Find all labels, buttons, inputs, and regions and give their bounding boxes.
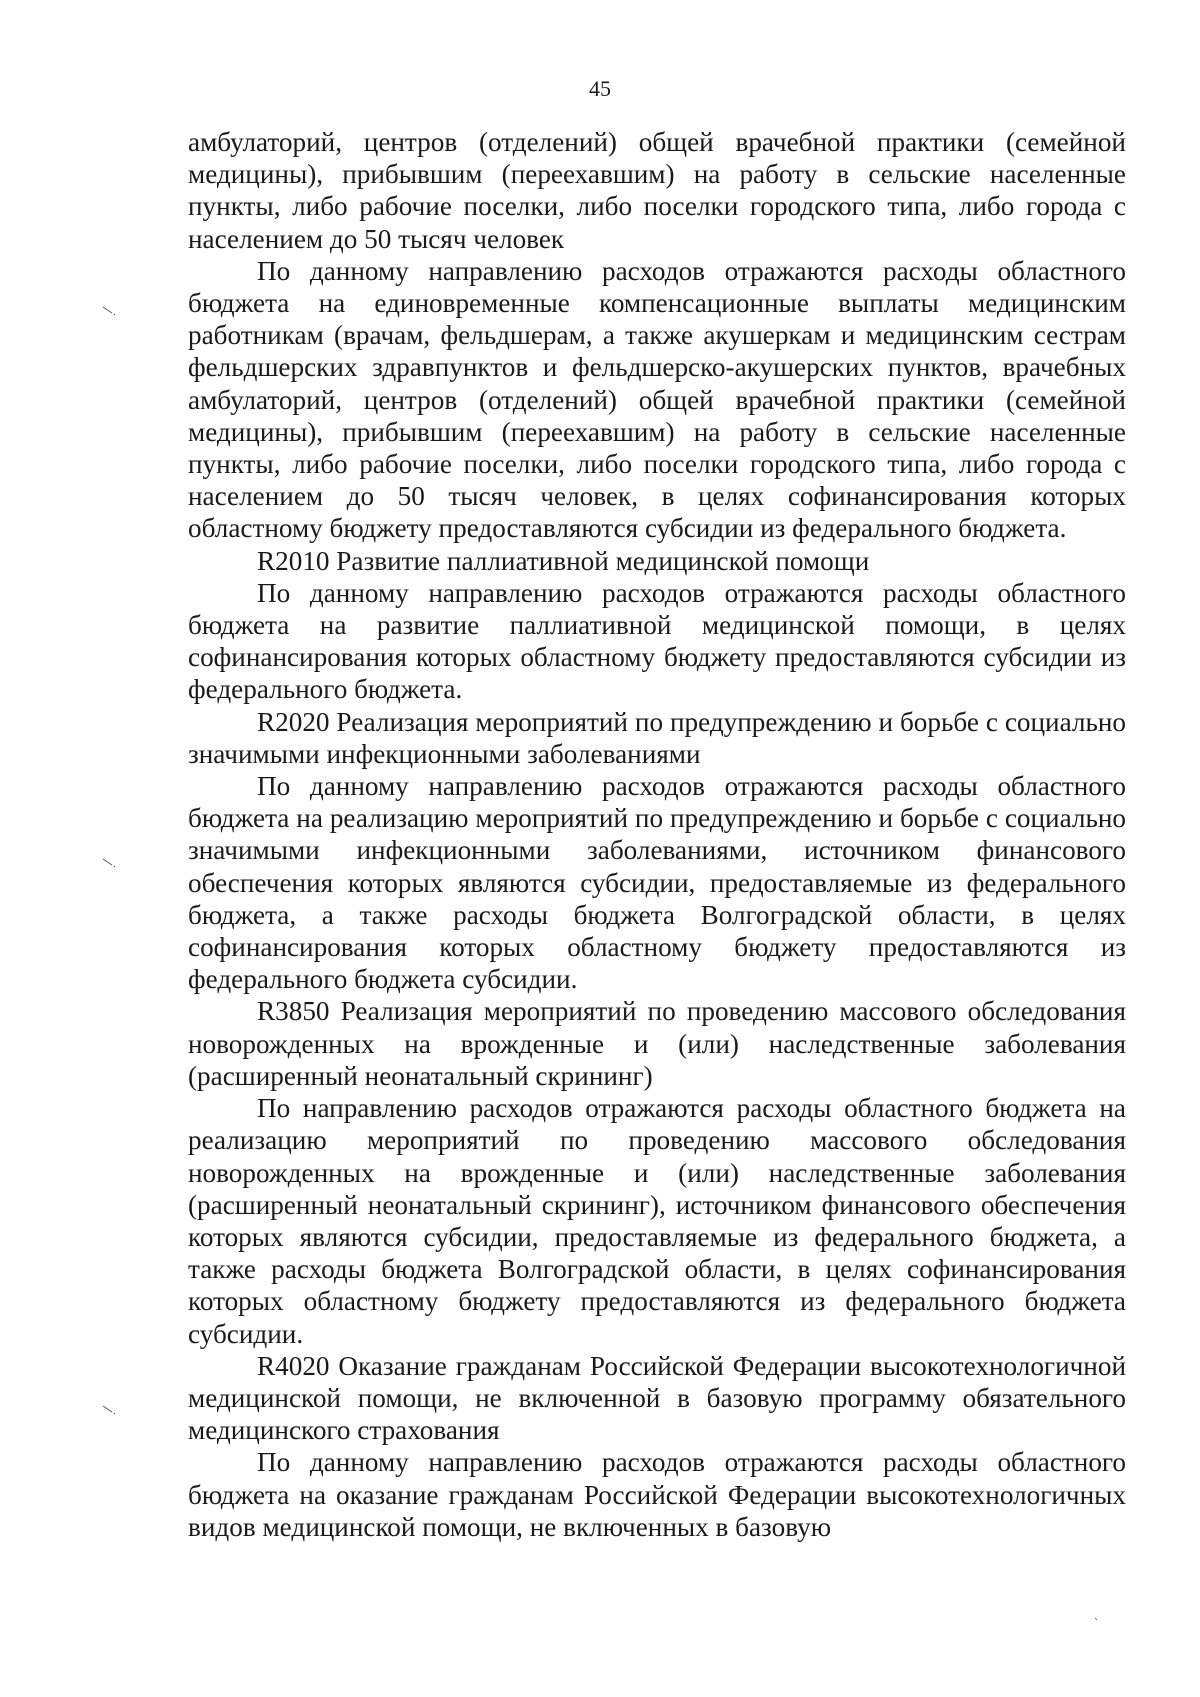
document-body xyxy=(188,126,1126,1543)
margin-mark xyxy=(102,306,116,316)
section-heading-r2010: R2010 Развитие паллиативной медицинской помощи xyxy=(257,545,870,576)
paragraph-description: По данному направлению расходов отражаются расходы областного бюджета на оказание гражданам Российской Федерации высокотехнологичных видов медицинской помощи, не включенных в базовую xyxy=(188,1447,1126,1542)
paragraph-description: По данному направлению расходов отражаются расходы областного бюджета на реализацию мероприятий по предупреждению и борьбе с социально значимыми инфекционными заболеваниями, источником финансового обеспечения которых являются субсидии, предоставляемые из федерального бюджета, а также расходы бюджета Волгоградской области, в целях софинансирования которых областному бюджету предоставляются из федерального бюджета субсидии. xyxy=(188,771,1126,995)
section-heading-r3850: R3850 Реализация мероприятий по проведению массового обследования новорожденных на врожденные и (или) наследственные заболевания (расширенный неонатальный скрининг) xyxy=(188,996,1126,1091)
page-number: 45 xyxy=(589,76,611,101)
section-heading-r2020: R2020 Реализация мероприятий по предупреждению и борьбе с социально значимыми инфекционными заболеваниями xyxy=(188,706,1126,769)
margin-mark xyxy=(1092,1615,1106,1625)
section-heading-r4020: R4020 Оказание гражданам Российской Федерации высокотехнологичной медицинской помощи, не включенной в базовую программу обязательного медицинского страхования xyxy=(188,1350,1126,1446)
paragraph-description: По данному направлению расходов отражаются расходы областного бюджета на развитие паллиативной медицинской помощи, в целях софинансирования которых областному бюджету предоставляются субсидии из федерального бюджета. xyxy=(188,577,1126,705)
margin-mark xyxy=(102,858,116,868)
paragraph-description: По направлению расходов отражаются расходы областного бюджета на реализацию мероприятий по проведению массового обследования новорожденных на врожденные и (или) наследственные заболевания (расширенный неонатальный скрининг), источником финансового обеспечения которых являются субсидии, предоставляемые из федерального бюджета, а также расходы бюджета Волгоградской области, в целях софинансирования которых областному бюджету предоставляются из федерального бюджета субсидии. xyxy=(188,1093,1126,1349)
paragraph-description: По данному направлению расходов отражаются расходы областного бюджета на единовременные компенсационные выплаты медицинским работникам (врачам, фельдшерам, а также акушеркам и медицинским сестрам фельдшерских здравпунктов и фельдшерско-акушерских пунктов, врачебных амбулаторий, центров (отделений) общей врачебной практики (семейной медицины), прибывшим (переехавшим) на работу в сельские населенные пункты, либо рабочие поселки, либо поселки городского типа, либо города с населением до 50 тысяч человек, в целях софинансирования которых областному бюджету предоставляются субсидии из федерального бюджета. xyxy=(188,255,1126,544)
paragraph-continuation: амбулаторий, центров (отделений) общей врачебной практики (семейной медицины), прибывшим (переехавшим) на работу в сельские населенные пункты, либо рабочие поселки, либо поселки городского типа, либо города с населением до 50 тысяч человек xyxy=(188,127,1126,254)
margin-mark xyxy=(102,1405,116,1415)
